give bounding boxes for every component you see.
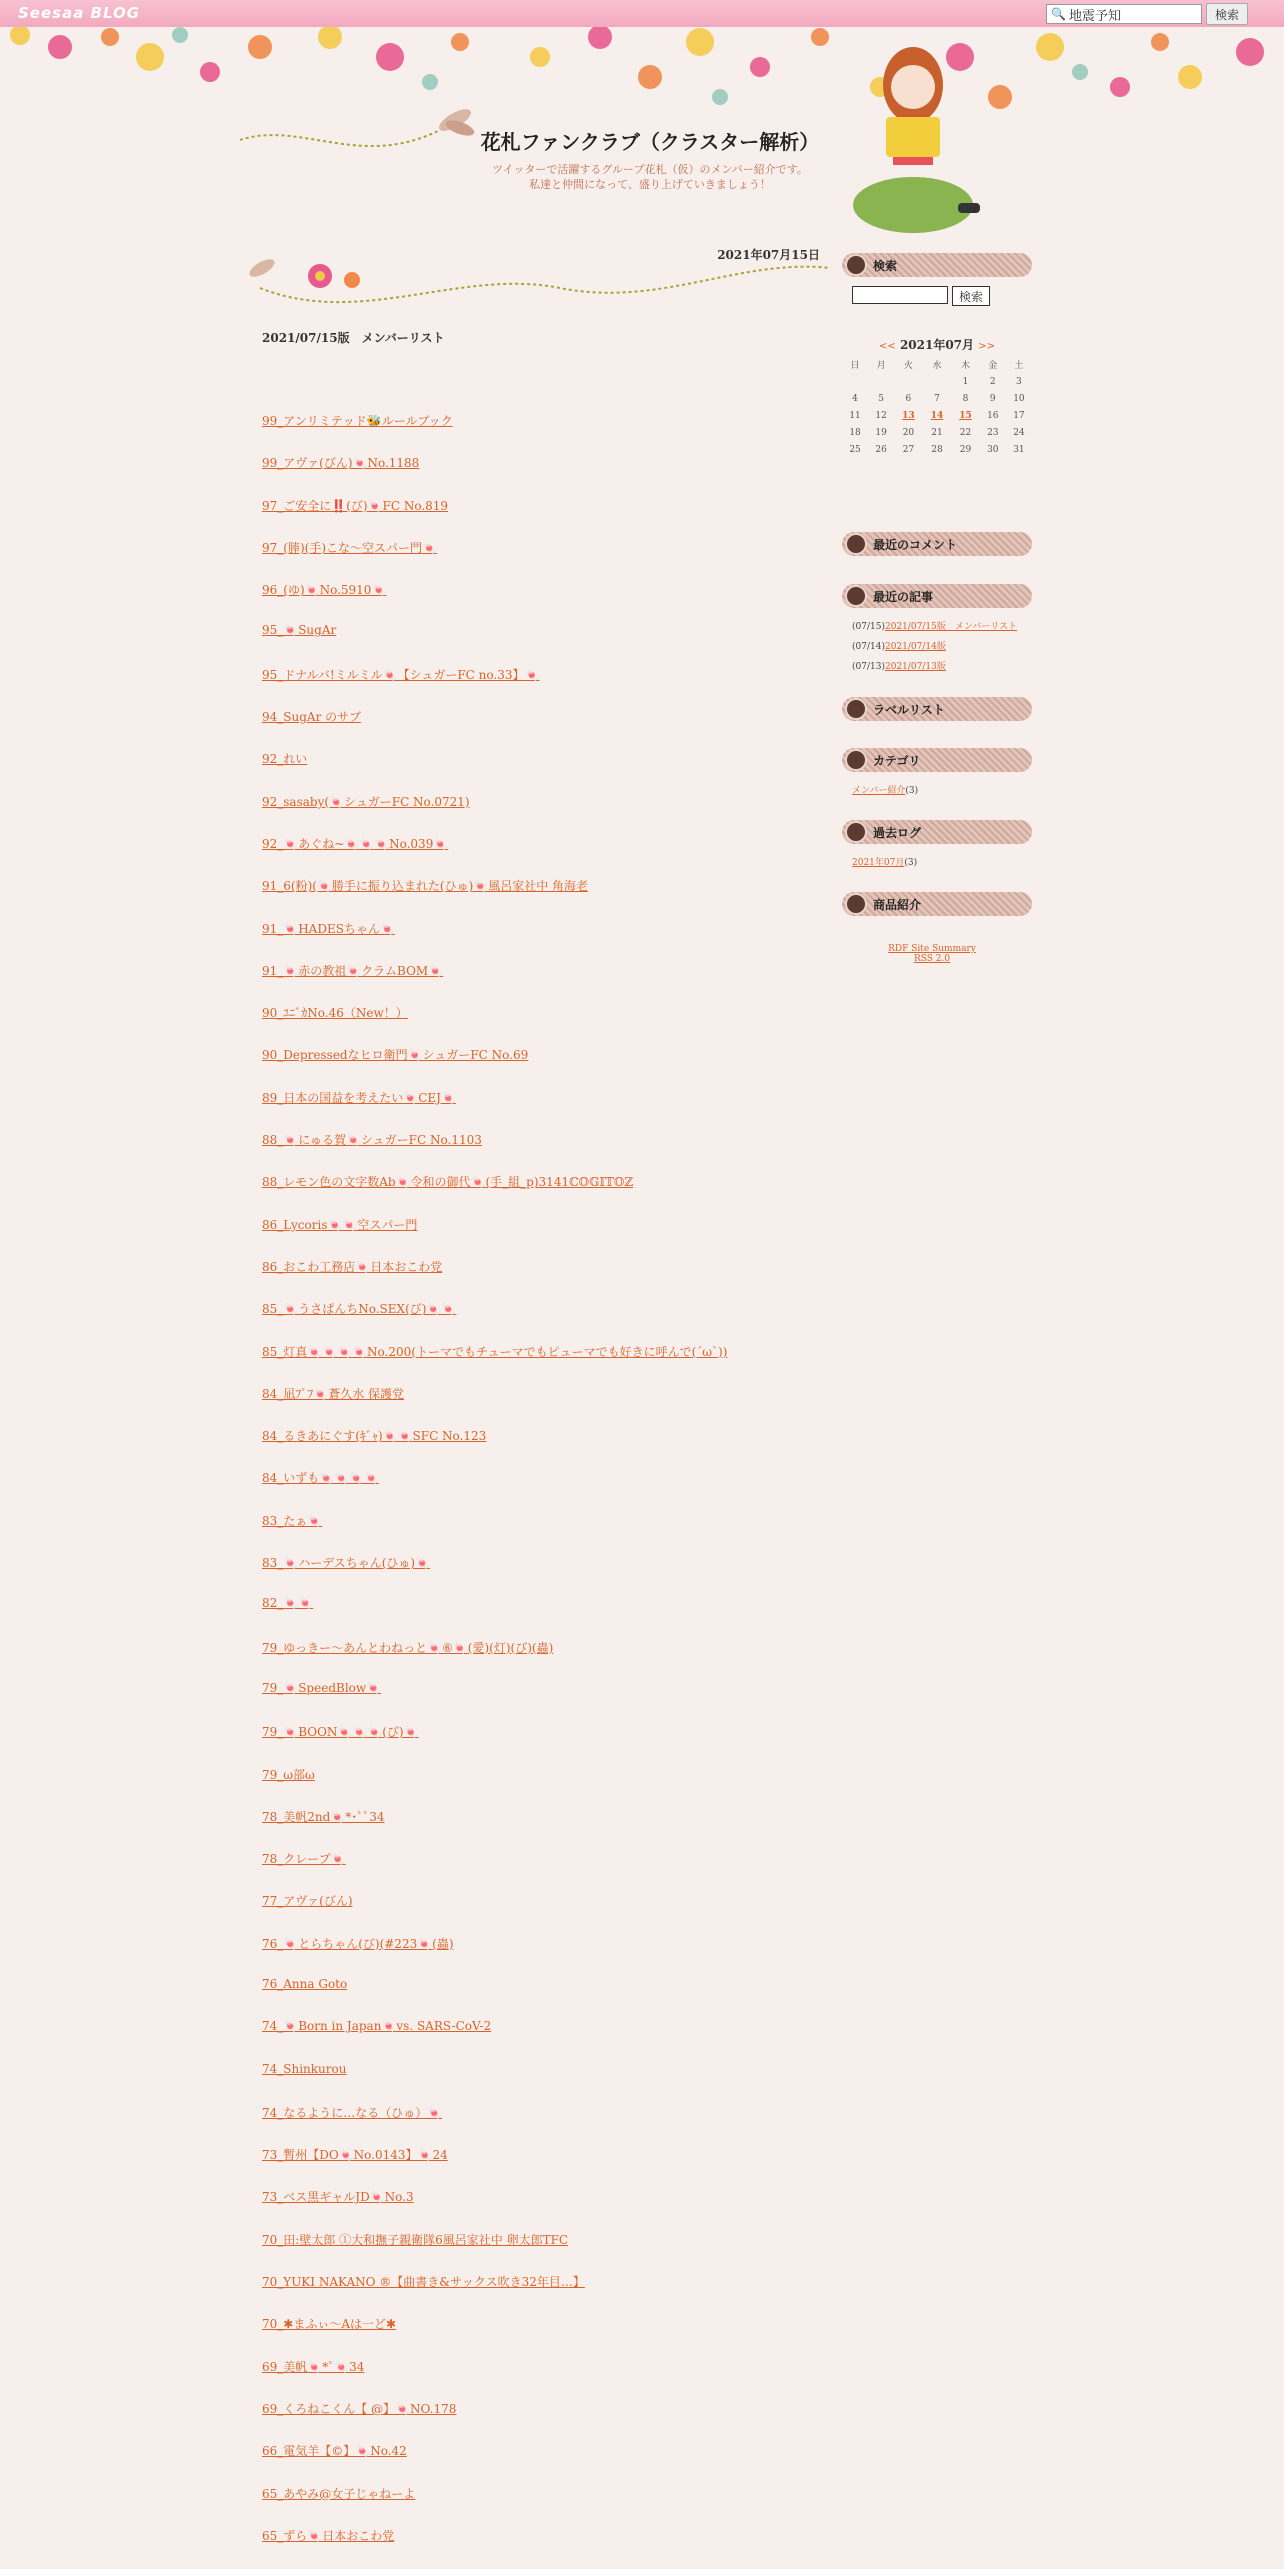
rss-link[interactable]: RSS 2.0 bbox=[913, 954, 951, 964]
member-list-item bbox=[262, 1681, 727, 1723]
member-link[interactable]: 95_ドナルバ!ミルミル🍬【シュガーFC no.33】🍬 bbox=[262, 667, 540, 682]
member-list-item bbox=[262, 497, 727, 539]
calendar-weekday: 木 bbox=[960, 361, 970, 371]
top-bar bbox=[0, 0, 1284, 27]
member-link[interactable]: 94_SugAr のサブ bbox=[262, 710, 362, 725]
member-list-item bbox=[262, 412, 727, 454]
member-link[interactable]: 69_美帆🍬*ﾟ🍬34 bbox=[262, 2359, 365, 2374]
member-link[interactable]: 74_なるように…なる（ひゅ）🍬 bbox=[262, 2105, 443, 2120]
calendar-day-link[interactable]: 15 bbox=[959, 410, 972, 421]
products-heading: 商品紹介 bbox=[842, 892, 1032, 916]
search-icon: 🔍 bbox=[1050, 7, 1066, 21]
member-link[interactable]: 92_れい bbox=[262, 752, 308, 767]
member-list-item bbox=[262, 920, 727, 962]
calendar-day: 20 bbox=[902, 427, 915, 438]
member-list-item bbox=[262, 1427, 727, 1469]
member-list-item bbox=[262, 1639, 727, 1681]
heading-bullet-icon bbox=[845, 698, 867, 720]
calendar-day: 18 bbox=[849, 427, 861, 438]
category-heading: カテゴリ bbox=[842, 748, 1032, 772]
member-link[interactable]: 91_🍬赤の教祖🍬クラムBOM🍬 bbox=[262, 963, 444, 978]
member-list-item bbox=[262, 1300, 727, 1342]
member-link[interactable]: 79_🍬BOON🍬🍬🍬(び)🍬 bbox=[262, 1725, 419, 1740]
member-link[interactable]: 86_おこわ工務店🍬日本おこわ党 bbox=[262, 1259, 443, 1274]
member-list-item bbox=[262, 2104, 727, 2146]
calendar-weekday: 金 bbox=[988, 361, 998, 371]
calendar-nav bbox=[842, 336, 1032, 353]
member-link[interactable]: 88_レモン色の文字数Ab🍬令和の御代🍬(手_組_p)3141ℂ𝕆𝔾𝕀𝕋𝕆ℤ bbox=[262, 1175, 634, 1190]
calendar-day bbox=[842, 373, 868, 390]
recent-post-item: (07/14)2021/07/14版 bbox=[852, 642, 946, 652]
member-list-item bbox=[262, 1385, 727, 1427]
archive-link[interactable]: 2021年07月 bbox=[852, 858, 905, 868]
member-link[interactable]: 70_YUKI NAKANO ®【曲書き&サックス吹き32年目…】 bbox=[262, 2275, 585, 2290]
top-search-button[interactable]: 検索 bbox=[1206, 3, 1248, 25]
calendar-next-link[interactable]: >> bbox=[978, 341, 995, 352]
calendar-day: 17 bbox=[1013, 410, 1025, 421]
recent-post-link[interactable]: 2021/07/13版 bbox=[884, 662, 946, 672]
member-link[interactable]: 83_たぁ🍬 bbox=[262, 1513, 323, 1528]
member-list-item bbox=[262, 2188, 727, 2230]
calendar-day: 10 bbox=[1013, 393, 1025, 404]
member-link[interactable]: 74_🍬Born in Japan🍬vs. SARS-CoV-2 bbox=[262, 2019, 492, 2034]
member-link[interactable]: 73_ベス黒ギャルJD🍬No.3 bbox=[262, 2190, 414, 2205]
archive-item: 2021年07月(3) bbox=[852, 858, 918, 868]
member-list-item bbox=[262, 2273, 727, 2315]
member-link[interactable]: 85_灯真🍬🍬🍬🍬No.200(トーマでもチューマでもピューマでも好きに呼んで(´ω`)) bbox=[262, 1344, 728, 1359]
calendar-weekday: 日 bbox=[850, 361, 860, 371]
member-list-item bbox=[262, 1004, 727, 1046]
member-link[interactable]: 88_🍬にゅる賀🍬シュガーFC No.1103 bbox=[262, 1133, 482, 1148]
calendar-weekday: 土 bbox=[1014, 361, 1024, 371]
member-list-item bbox=[262, 1258, 727, 1300]
post-date: 2021年07月15日 bbox=[717, 248, 820, 262]
member-link[interactable]: 79_🍬SpeedBlow🍬 bbox=[262, 1680, 382, 1695]
member-list-item bbox=[262, 1089, 727, 1131]
calendar-weekday: 火 bbox=[903, 361, 913, 371]
member-list-item bbox=[262, 539, 727, 581]
member-list-item bbox=[262, 1766, 727, 1808]
member-link[interactable]: 89_日本の国益を考えたい🍬CEJ🍬 bbox=[262, 1090, 456, 1105]
calendar-day: 26 bbox=[875, 444, 887, 455]
member-link[interactable]: 84_凪ﾌﾟﾌ🍬蒼久水 保護党 bbox=[262, 1386, 405, 1401]
member-list-item bbox=[262, 2315, 727, 2357]
recent-post-link[interactable]: 2021/07/15版 メンバーリスト bbox=[884, 622, 1018, 632]
member-link[interactable]: 65_ずら🍬日本おこわ党 bbox=[262, 2528, 395, 2543]
feed-links bbox=[842, 944, 1022, 964]
heading-bullet-icon bbox=[845, 893, 867, 915]
post-title: 2021/07/15版 メンバーリスト bbox=[262, 331, 445, 345]
recent-post-item: (07/13)2021/07/13版 bbox=[852, 662, 946, 672]
blog-title[interactable]: 花札ファンクラブ（クラスター解析） bbox=[480, 130, 820, 154]
labels-heading: ラベルリスト bbox=[842, 697, 1032, 721]
member-list bbox=[262, 412, 727, 2569]
member-list-item bbox=[262, 1469, 727, 1511]
member-link[interactable]: 73_暫州【DO🍬No.0143】🍬24 bbox=[262, 2148, 448, 2163]
member-list-item bbox=[262, 581, 727, 623]
member-list-item bbox=[262, 2442, 727, 2484]
member-list-item bbox=[262, 666, 727, 708]
calendar-day: 24 bbox=[1013, 427, 1025, 438]
calendar-prev-link[interactable]: << bbox=[878, 341, 896, 352]
member-list-item bbox=[262, 623, 727, 665]
seesaa-logo[interactable]: Seesaa BLOG bbox=[18, 4, 141, 22]
calendar-day: 4 bbox=[852, 393, 858, 404]
member-link[interactable]: 97_(䏾)(手)こな〜空スパー門🍬 bbox=[262, 540, 437, 555]
member-link[interactable]: 92_sasaby(🍬シュガーFC No.0721) bbox=[262, 794, 470, 809]
member-list-item bbox=[262, 708, 727, 750]
member-list-item bbox=[262, 1892, 727, 1934]
calendar-day-link[interactable]: 13 bbox=[902, 410, 915, 421]
calendar-day: 8 bbox=[962, 393, 969, 404]
calendar-day: 5 bbox=[878, 393, 884, 404]
member-link[interactable]: 79_ω部ω bbox=[262, 1767, 315, 1782]
member-link[interactable]: 74_Shinkurou bbox=[262, 2061, 347, 2076]
flower-border-decoration bbox=[0, 27, 1284, 127]
calendar-day: 23 bbox=[987, 427, 999, 438]
member-link[interactable]: 90_Depressedなヒロ衛門🍬シュガーFC No.69 bbox=[262, 1048, 529, 1063]
member-list-item bbox=[262, 1808, 727, 1850]
calendar-weekday: 月 bbox=[876, 361, 886, 371]
archive-heading: 過去ログ bbox=[842, 820, 1032, 844]
member-link[interactable]: 78_美帆2nd🍬*･ﾟﾟ34 bbox=[262, 1809, 385, 1824]
calendar-day: 29 bbox=[959, 444, 972, 455]
member-list-item bbox=[262, 1977, 727, 2019]
member-link[interactable]: 86_Lycoris🍬🍬空スパー門 bbox=[262, 1217, 418, 1232]
recent-posts-heading: 最近の記事 bbox=[842, 584, 1032, 608]
member-list-item bbox=[262, 793, 727, 835]
calendar-day: 21 bbox=[931, 427, 943, 438]
member-link[interactable]: 90_ﾕﾆﾞｶNo.46（New！） bbox=[262, 1006, 408, 1021]
member-link[interactable]: 77_アヴァ(びん) bbox=[262, 1894, 353, 1909]
member-link[interactable]: 84_いずも🍬🍬🍬🍬 bbox=[262, 1471, 380, 1486]
member-list-item bbox=[262, 877, 727, 919]
member-link[interactable]: 85_🍬うさぱんちNo.SEX(び)🍬🍬 bbox=[262, 1302, 457, 1317]
top-search-input[interactable]: 🔍 地震予知 bbox=[1046, 4, 1202, 24]
member-list-item bbox=[262, 1343, 727, 1385]
member-list-item bbox=[262, 2400, 727, 2442]
calendar-day: 27 bbox=[902, 444, 915, 455]
member-list-item bbox=[262, 2019, 727, 2061]
member-list-item bbox=[262, 1173, 727, 1215]
heading-bullet-icon bbox=[845, 533, 867, 555]
member-list-item bbox=[262, 2062, 727, 2104]
member-list-item bbox=[262, 2146, 727, 2188]
member-list-item bbox=[262, 835, 727, 877]
calendar-day: 16 bbox=[987, 410, 999, 421]
category-item: メンバー紹介(3) bbox=[852, 786, 919, 796]
calendar-day: 19 bbox=[875, 427, 887, 438]
member-link[interactable]: 70_田:壁太郎 ①大和撫子親衛隊6風呂家社中 卵太郎TFC bbox=[262, 2232, 569, 2247]
calendar-day: 22 bbox=[959, 427, 972, 438]
calendar-day: 11 bbox=[849, 410, 861, 421]
member-link[interactable]: 69_くろねこくん【 @】🍬NO.178 bbox=[262, 2401, 457, 2416]
member-link[interactable]: 82_🍬🍬 bbox=[262, 1596, 314, 1611]
member-link[interactable]: 76_🍬とらちゃん(び)(#223🍬(蟲) bbox=[262, 1936, 454, 1951]
calendar-day: 25 bbox=[849, 444, 861, 455]
heading-bullet-icon bbox=[845, 585, 867, 607]
member-link[interactable]: 91_6(粉)(🍬勝手に振り込まれた(ひゅ)🍬風呂家社中 角海老 bbox=[262, 879, 589, 894]
member-link[interactable]: 66_電気羊【©】🍬No.42 bbox=[262, 2444, 407, 2459]
member-list-item bbox=[262, 2231, 727, 2273]
member-link[interactable]: 97_ご安全に‼️(び)🍬FC No.819 bbox=[262, 498, 449, 513]
member-list-item bbox=[262, 2485, 727, 2527]
sidebar-search bbox=[852, 286, 990, 306]
member-link[interactable]: 78_クレープ🍬 bbox=[262, 1852, 346, 1867]
member-list-item bbox=[262, 1850, 727, 1892]
calendar-day: 6 bbox=[905, 393, 912, 404]
heading-bullet-icon bbox=[845, 749, 867, 771]
sidebar-search-input[interactable] bbox=[852, 286, 948, 304]
member-link[interactable]: 84_るきあにぐす(ｷﾞｬ)🍬🍬SFC No.123 bbox=[262, 1429, 487, 1444]
calendar-month: 2021年07月 bbox=[899, 338, 975, 352]
blog-description: ツイッターで活躍するグループ花札（仮）のメンバー紹介です。 私達と仲間になって、盛り上げていきましょう！ bbox=[492, 163, 808, 191]
calendar-day: 1 bbox=[962, 376, 969, 387]
member-link[interactable]: 99_アンリミテッド🐝ルールブック bbox=[262, 414, 453, 428]
calendar-day bbox=[894, 373, 923, 390]
member-link[interactable]: 92_🍬あぐね~🍬🍬🍬No.039🍬 bbox=[262, 836, 449, 851]
calendar-weekday: 水 bbox=[932, 361, 942, 371]
recent-comments-heading: 最近のコメント bbox=[842, 532, 1032, 556]
member-list-item bbox=[262, 2358, 727, 2400]
member-list-item bbox=[262, 2527, 727, 2569]
recent-post-item: (07/15)2021/07/15版 メンバーリスト bbox=[852, 622, 1018, 632]
member-link[interactable]: 65_あやみ@女子じゃねーよ bbox=[262, 2486, 416, 2501]
calendar-day: 28 bbox=[931, 444, 943, 455]
member-link[interactable]: 83_🍬ハーデスちゃん(ひゅ)🍬 bbox=[262, 1556, 431, 1571]
heading-bullet-icon bbox=[845, 254, 867, 276]
rdf-link[interactable]: RDF Site Summary bbox=[888, 944, 976, 954]
member-list-item bbox=[262, 1596, 727, 1638]
top-search bbox=[1046, 3, 1248, 25]
member-link[interactable]: 76_Anna Goto bbox=[262, 1976, 348, 1991]
member-link[interactable]: 79_ゆっきー～あんとわねっと🍬⑥🍬(愛)(灯)(び)(蟲) bbox=[262, 1640, 554, 1655]
calendar-day: 3 bbox=[1016, 376, 1022, 387]
member-list-item bbox=[262, 1512, 727, 1554]
member-list-item bbox=[262, 1131, 727, 1173]
calendar-day: 31 bbox=[1013, 444, 1025, 455]
member-link[interactable]: 95_🍬SugAr bbox=[262, 623, 337, 638]
member-link[interactable]: 96_(ゆ)🍬No.5910🍬 bbox=[262, 583, 387, 598]
calendar-day: 2 bbox=[989, 376, 996, 387]
member-list-item bbox=[262, 962, 727, 1004]
calendar bbox=[842, 356, 1032, 458]
member-list-item bbox=[262, 1554, 727, 1596]
calendar-day: 30 bbox=[987, 444, 999, 455]
calendar-day bbox=[868, 373, 894, 390]
calendar-day bbox=[923, 373, 952, 390]
calendar-day: 12 bbox=[875, 410, 887, 421]
search-heading: 検索 bbox=[842, 253, 1032, 277]
member-link[interactable]: 99_アヴァ(びん)🍬No.1188 bbox=[262, 456, 420, 471]
member-list-item bbox=[262, 1216, 727, 1258]
calendar-day: 9 bbox=[989, 393, 996, 404]
sidebar-search-button[interactable]: 検索 bbox=[952, 286, 990, 306]
member-link[interactable]: 70_✱まふぃ～Aは一ど✱ bbox=[262, 2317, 397, 2332]
recent-post-link[interactable]: 2021/07/14版 bbox=[884, 642, 946, 652]
member-list-item bbox=[262, 454, 727, 496]
member-list-item bbox=[262, 1723, 727, 1765]
member-list-item bbox=[262, 1046, 727, 1088]
post-vine-decoration bbox=[240, 248, 830, 320]
heading-bullet-icon bbox=[845, 821, 867, 843]
calendar-day-link[interactable]: 14 bbox=[930, 410, 944, 421]
category-link[interactable]: メンバー紹介 bbox=[852, 786, 906, 796]
member-list-item bbox=[262, 750, 727, 792]
member-link[interactable]: 91_🍬HADESちゃん🍬 bbox=[262, 921, 395, 936]
calendar-day: 7 bbox=[934, 393, 940, 404]
member-list-item bbox=[262, 1935, 727, 1977]
